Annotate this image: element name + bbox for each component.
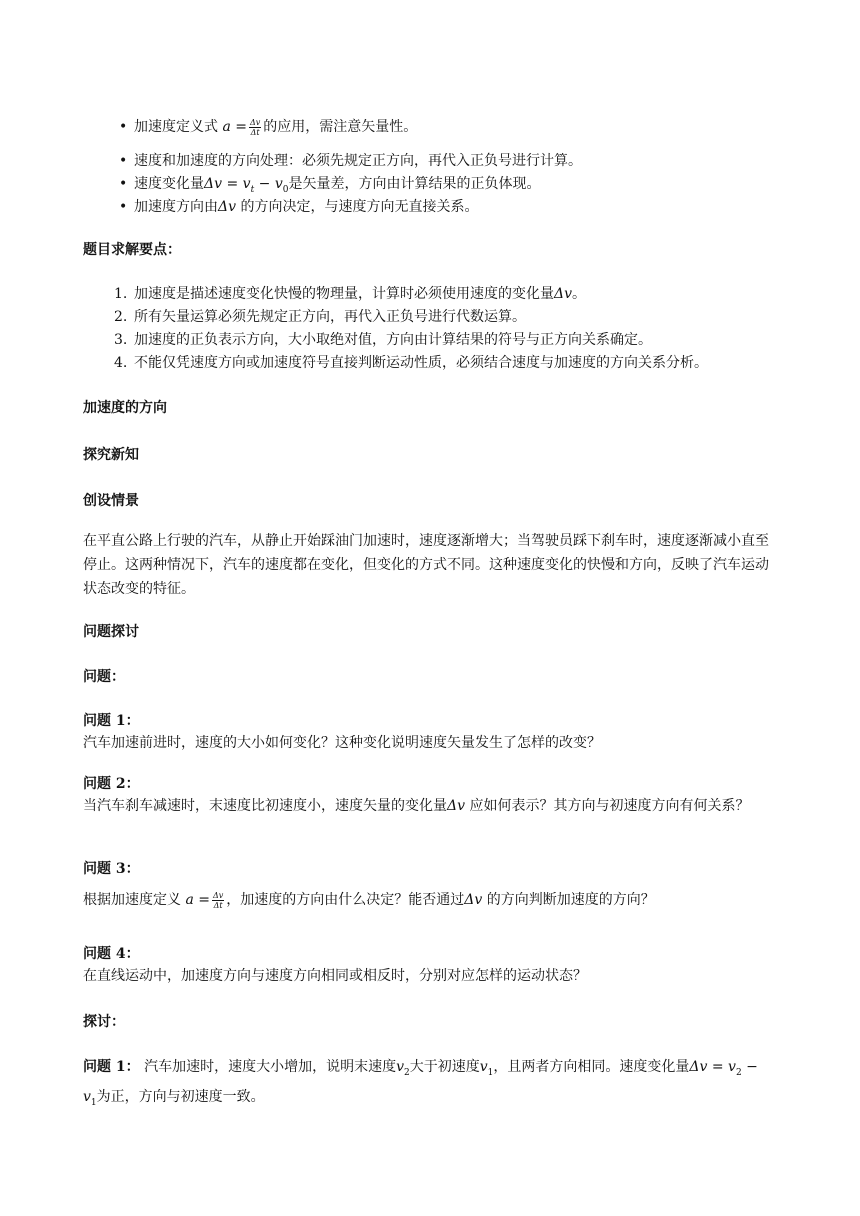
- fraction: $\frac{\Delta v}{\Delta t}$: [249, 117, 261, 137]
- key-point-item: 4. 不能仅凭速度方向或加速度符号直接判断运动性质，必须结合速度与加速度的方向关系分析。: [114, 355, 708, 371]
- question-text: 当汽车刹车减速时，末速度比初速度小，速度矢量的变化量Δv 应如何表示？其方向与初速度方向有何关系？: [83, 798, 750, 814]
- question-label: 问题 4：: [83, 946, 140, 962]
- section-heading: 探究新知: [83, 447, 139, 463]
- section-heading: 探讨：: [83, 1014, 125, 1030]
- question-text: 在直线运动中，加速度方向与速度方向相同或相反时，分别对应怎样的运动状态？: [83, 968, 587, 984]
- key-points-title: 题目求解要点：: [83, 242, 181, 258]
- section-heading: 问题：: [83, 669, 125, 685]
- bullet-item: • 速度变化量$\Delta v = v_t - v_0$是矢量差，方向由计算结果的正负体现。: [134, 174, 540, 200]
- question-label: 问题 3：: [83, 861, 140, 877]
- bullet-item: • 速度和加速度的方向处理：必须先规定正方向，再代入正负号进行计算。: [134, 151, 582, 171]
- fraction: $\frac{\Delta v}{\Delta t}$: [212, 890, 224, 910]
- section-heading: 创设情景: [83, 493, 139, 509]
- question-text: 汽车加速前进时，速度的大小如何变化？这种变化说明速度矢量发生了怎样的改变？: [83, 735, 601, 751]
- section-heading: 加速度的方向: [83, 400, 167, 416]
- key-point-item: 2. 所有矢量运算必须先规定正方向，再代入正负号进行代数运算。: [114, 309, 526, 325]
- question-label: 问题 2：: [83, 776, 140, 792]
- section-heading: 问题探讨: [83, 624, 139, 640]
- question-label: 问题 1：: [83, 713, 140, 729]
- scenario-paragraph: 在平直公路上行驶的汽车，从静止开始踩油门加速时，速度逐渐增大；当驾驶员踩下刹车时，速度逐渐减小直至停止。这两种情况下，汽车的速度都在变化，但变化的方式不同。这种速度变化的快慢和方向，反映了汽车运动状态改变的特征。: [83, 533, 769, 597]
- bullet-item: • 加速度方向由Δv 的方向决定，与速度方向无直接关系。: [134, 197, 478, 217]
- answer-paragraph: 问题 1： 汽车加速时，速度大小增加，说明末速度$v_2$大于初速度$v_1$，且两者方向相同。速度变化量$\Delta v = v_2 - v_1$为正，方向与初速度一致。: [83, 1059, 758, 1108]
- bullet-item: • 加速度定义式 a = $\frac{\Delta v}{\Delta t}$ 的应用，需注意矢量性。: [134, 117, 417, 137]
- question-text: 根据加速度定义 a = $\frac{\Delta v}{\Delta t}$ ，加速度的方向由什么决定？能否通过Δv 的方向判断加速度的方向？: [83, 890, 655, 910]
- key-point-item: 3. 加速度的正负表示方向，大小取绝对值，方向由计算结果的符号与正方向关系确定。: [114, 332, 652, 348]
- key-point-item: 1. 加速度是描述速度变化快慢的物理量，计算时必须使用速度的变化量Δv。: [114, 286, 587, 302]
